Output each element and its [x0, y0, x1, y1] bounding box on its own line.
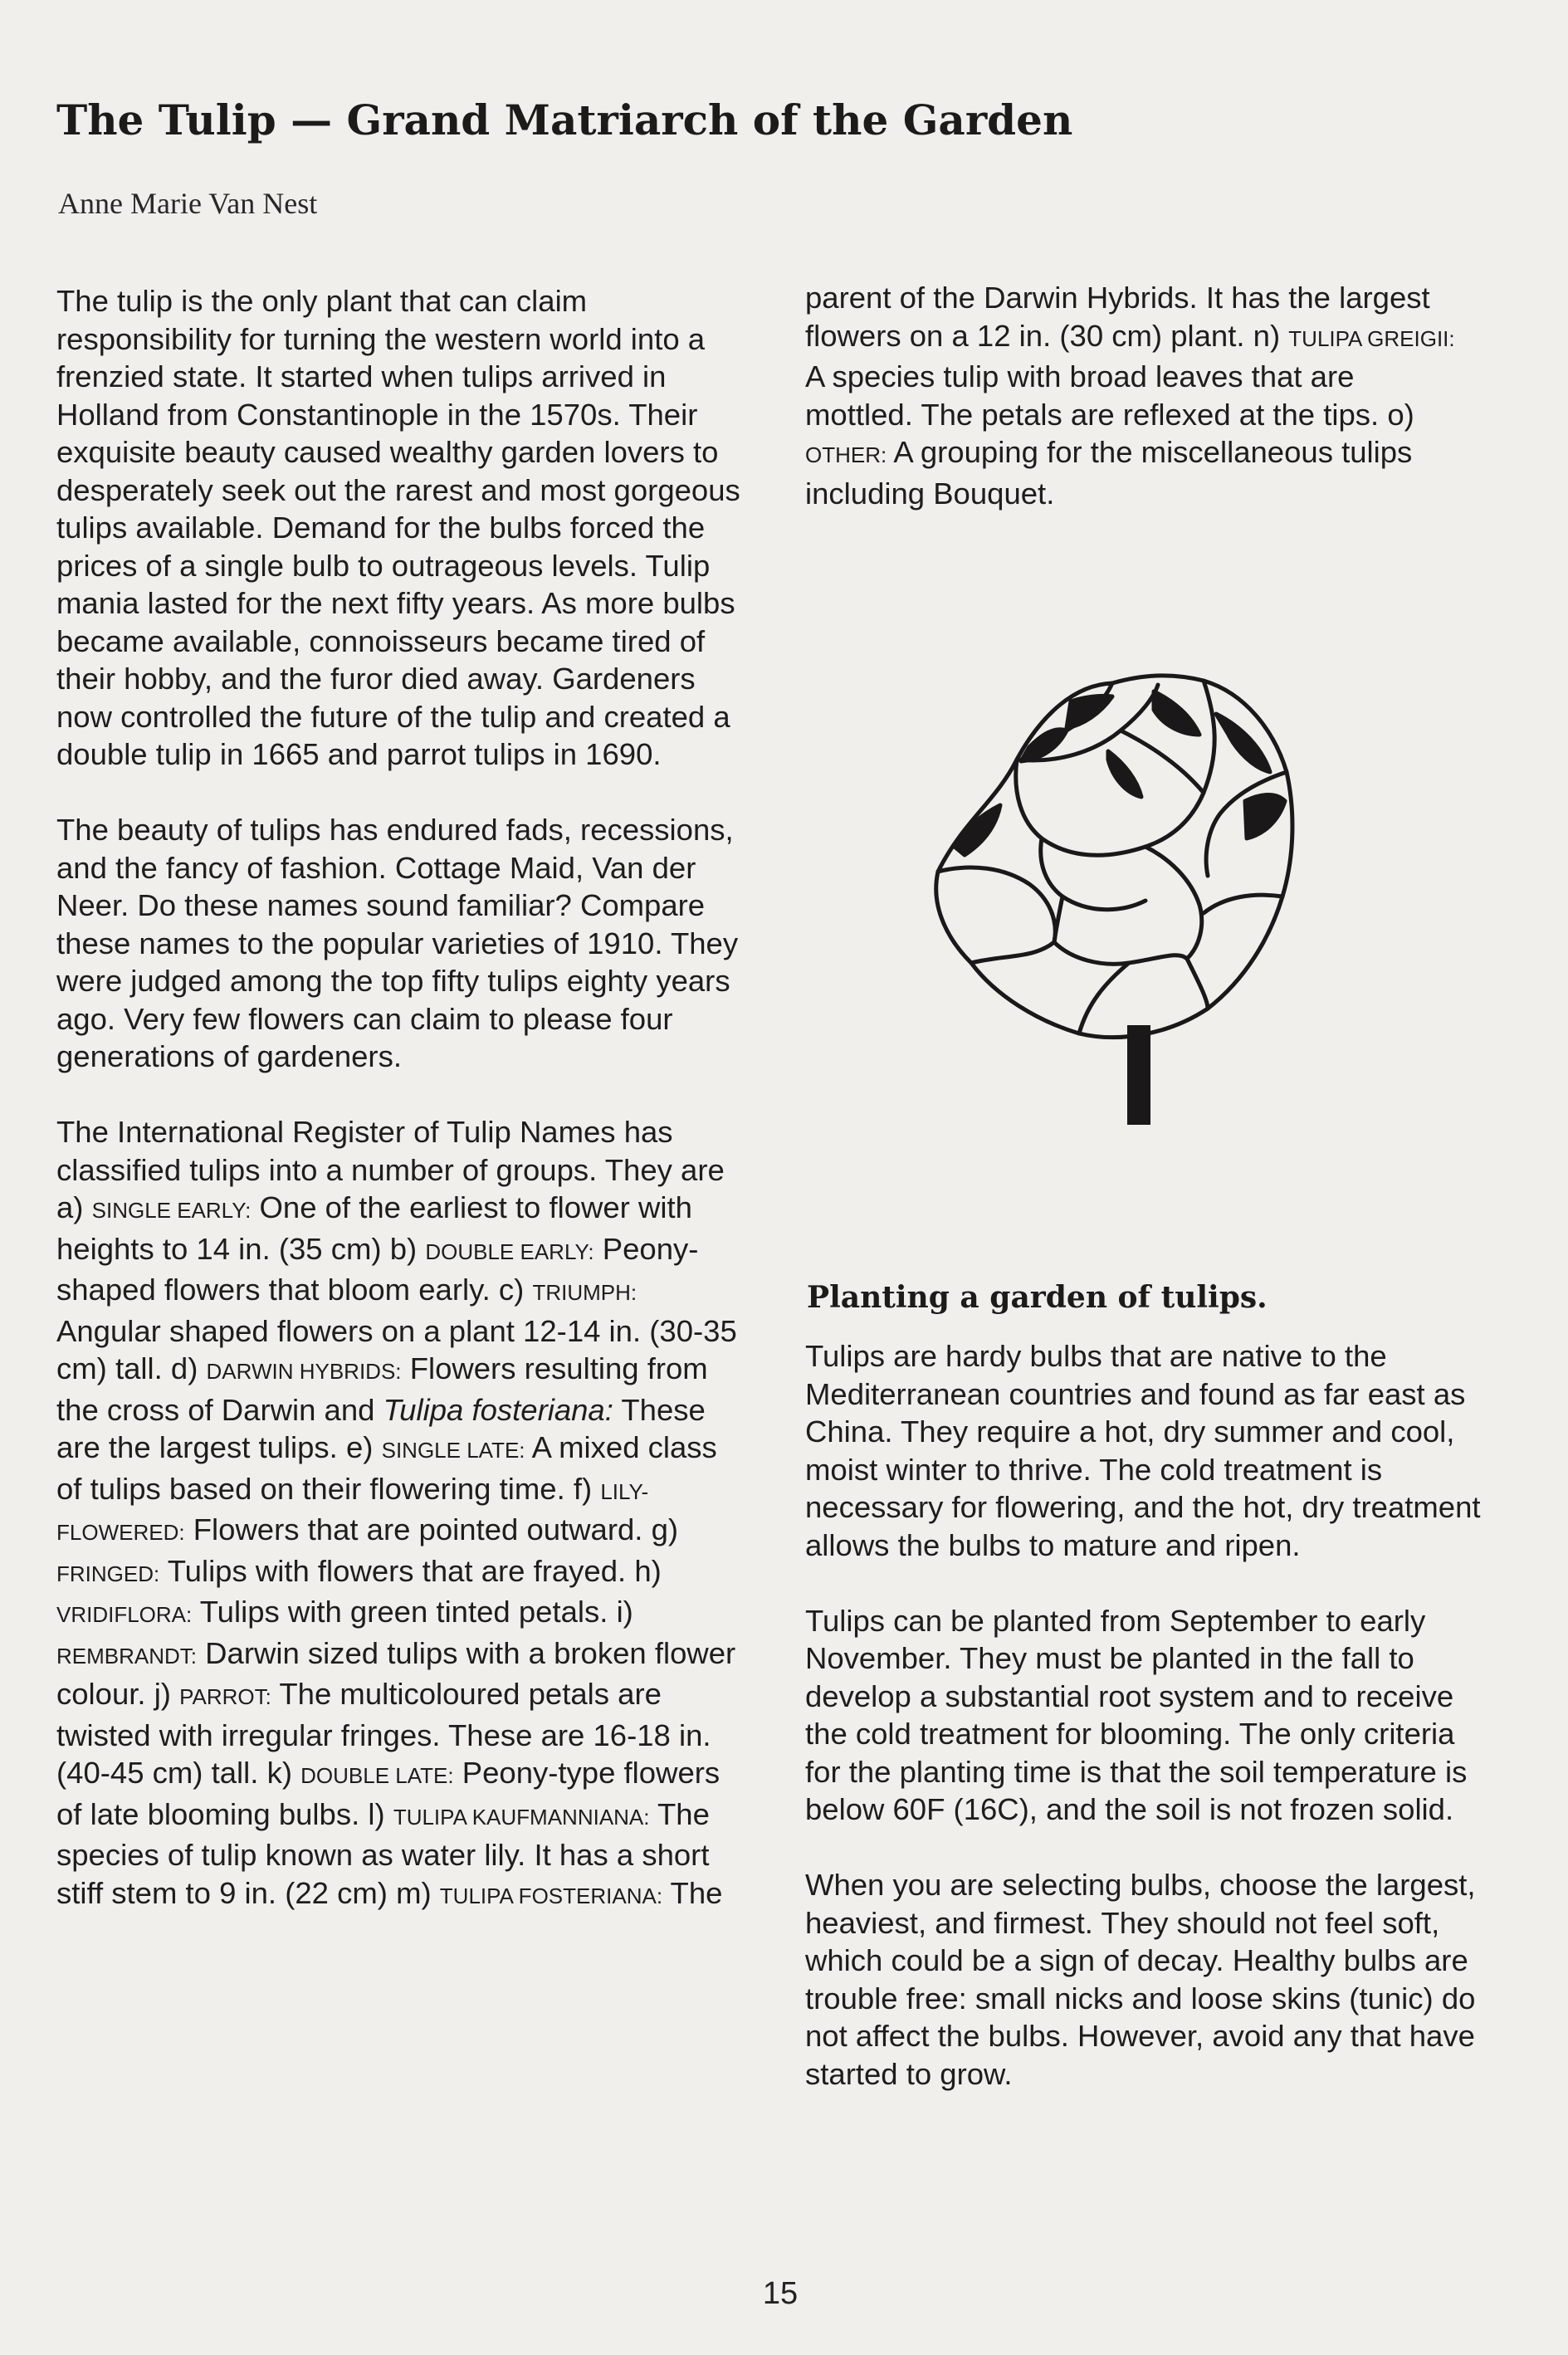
groups-intro: The International Register of Tulip Names has classified tulips into a number of groups. They are [56, 1115, 725, 1187]
group-name: FRINGED: [56, 1561, 160, 1586]
tulip-stem [1127, 1025, 1150, 1125]
petal-shade [1067, 696, 1112, 728]
group-name: SINGLE LATE: [381, 1438, 525, 1463]
group-item: o) OTHER: A grouping for the miscellaneous tulips including Bouquet. [805, 397, 1414, 511]
paragraph-selecting-bulbs: When you are selecting bulbs, choose the largest, heaviest, and firmest. They should not feel soft, which could be a sign of decay. Healthy bulbs are trouble free: small nicks and loose skins (tunic) do not affect the bulbs. However, avoid any that have started to grow. [805, 1868, 1476, 2091]
petal-line [1079, 963, 1129, 1033]
group-name: LILY-FLOWERED: [56, 1478, 649, 1545]
group-name: REMBRANDT: [56, 1643, 198, 1669]
group-item: l) TULIPA KAUFMANNIANA: The species of tulip known as water lily. It has a short stiff stem to 9 in. (22 cm) [56, 1796, 710, 1910]
right-column-top [805, 279, 1469, 512]
petal-shade [1108, 751, 1141, 797]
group-name: PARROT: [179, 1684, 271, 1709]
group-item: d) DARWIN HYBRIDS: Flowers resulting from the cross of Darwin and Tulipa fosteriana: These are the largest tulips. [56, 1351, 708, 1464]
group-item: e) SINGLE LATE: A mixed class of tulips based on their flowering time. [56, 1430, 717, 1506]
group-name: DOUBLE EARLY: [425, 1239, 594, 1264]
group-name: TULIPA KAUFMANNIANA: [393, 1804, 650, 1830]
right-column-bottom [805, 1337, 1494, 2093]
petal-shade [1245, 795, 1285, 839]
paragraph-hardy-bulbs: Tulips are hardy bulbs that are native to the Mediterranean countries and found as far east as China. They require a hot, dry summer and cool, moist winter to thrive. The cold treatment is necessary for flowering, and the hot, dry treatment allows the bulbs to mature and ripen. [805, 1339, 1481, 1562]
article-title: The Tulip — Grand Matriarch of the Garden [56, 95, 1073, 144]
group-item: a) SINGLE EARLY: One of the earliest to flower with heights to 14 in. (35 cm) [56, 1190, 692, 1266]
group-item: i) REMBRANDT: Darwin sized tulips with a broken flower colour. [56, 1595, 736, 1711]
group-name: DARWIN HYBRIDS: [206, 1359, 402, 1384]
left-column [56, 282, 745, 1915]
petal-line [1187, 959, 1208, 1009]
species-italic: Tulipa fosteriana: [383, 1392, 613, 1427]
petal-shade [1154, 691, 1199, 735]
petal-line [1145, 847, 1202, 959]
group-name: TULIPA GREIGII: [1288, 325, 1455, 351]
petal-line [1054, 942, 1187, 964]
group-item: f) LILY-FLOWERED: Flowers that are pointed outward. [56, 1471, 649, 1546]
petal-line [938, 867, 1055, 942]
paragraph-beauty-endured: The beauty of tulips has endured fads, recessions, and the fancy of fashion. Cottage Maid, Van der Neer. Do these names sound familiar? Compare these names to the popular varieties of 1910. They were judged among the top fifty tulips eighty years ago. Very few flowers can claim to please four generations of gardeners. [56, 813, 739, 1073]
group-item: c) TRIUMPH: Angular shaped flowers on a plant 12-14 in. (30-35 cm) tall. [56, 1273, 737, 1385]
section-subheading: Planting a garden of tulips. [807, 1280, 1268, 1315]
paragraph-planting-time: Tulips can be planted from September to early November. They must be planted in the fall to develop a substantial root system and to receive the cold treatment for blooming. The only criteria for the planting time is that the soil temperature is below 60F (16C), and the soil is not frozen solid. [805, 1603, 1468, 1826]
group-item: m) TULIPA FOSTERIANA: The [396, 1875, 723, 1910]
group-item: g) FRINGED: Tulips with flowers that are frayed. [56, 1512, 679, 1588]
paragraph-tulip-mania: The tulip is the only plant that can claim responsibility for turning the western world into a frenzied state. It started when tulips arrived in Holland from Constantinople in the 1570s. Their exquisite beauty caused wealthy garden lovers to desperately seek out the rarest and most gorgeous tulips available. Demand for the bulbs forced the prices of a single bulb to outrageous levels. Tulip mania lasted for the next fifty years. As more bulbs became available, connoisseurs became tired of their hobby, and the furor died away. Gardeners now controlled the future of the tulip and created a double tulip in 1665 and parrot tulips in 1690. [56, 284, 740, 771]
paragraph-tulip-groups [56, 1113, 745, 1915]
group-name: TULIPA FOSTERIANA: [439, 1883, 663, 1908]
group-item: j) PARROT: The multicoloured petals are twisted with irregular fringes. These are 16-18 in. (40-45 cm) tall. [56, 1677, 711, 1790]
group-name: OTHER: [805, 442, 887, 467]
group-item: h) VRIDIFLORA: Tulips with green tinted petals. [56, 1553, 662, 1629]
group-name: VRIDIFLORA: [56, 1602, 193, 1627]
paragraph-continuation: parent of the Darwin Hybrids. It has the largest flowers on a 12 in. (30 cm) plant. n) TULIPA GREIGII: A species tulip with broad leaves that are mottled. The petals are reflexed at the tips. o) OTHER: A grouping for the miscellaneous tulips including Bouquet. [805, 281, 1455, 511]
group-name: TRIUMPH: [532, 1280, 637, 1305]
group-name: SINGLE EARLY: [91, 1198, 252, 1223]
article-author: Anne Marie Van Nest [58, 187, 318, 220]
petal-line [971, 942, 1054, 963]
page-number: 15 [762, 2276, 799, 2311]
group-item: n) TULIPA GREIGII: A species tulip with broad leaves that are mottled. The petals are reflexed at the tips. [805, 318, 1455, 432]
tulip-illustration [905, 668, 1320, 1129]
petal-line [1204, 895, 1282, 913]
group-item: k) DOUBLE LATE: Peony-type flowers of late blooming bulbs. [56, 1756, 720, 1831]
group-item: b) DOUBLE EARLY: Peony-shaped flowers that bloom early. [56, 1231, 699, 1307]
group-name: DOUBLE LATE: [300, 1763, 454, 1788]
